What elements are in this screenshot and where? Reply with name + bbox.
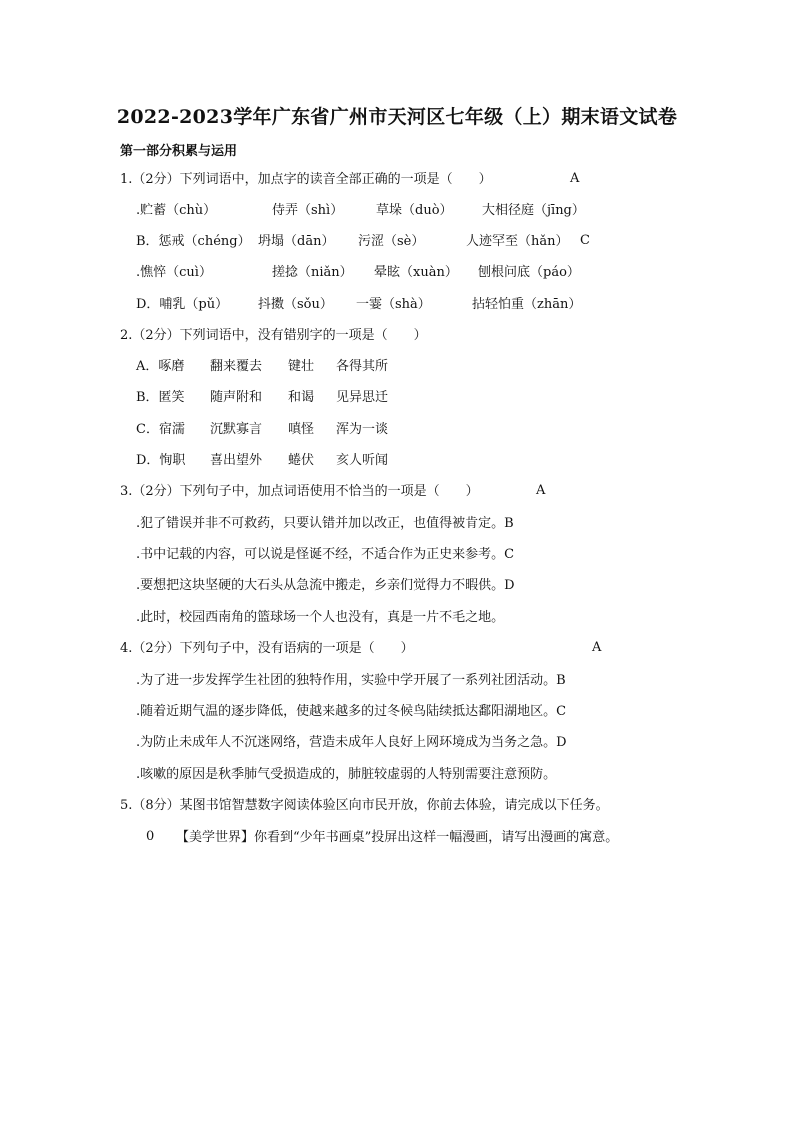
q1-option-d-word1: D．哺乳（pǔ） xyxy=(136,297,229,312)
q1-option-b-word3: 污涩（sè） xyxy=(358,234,425,249)
q3-stem: 3.（2分）下列句子中，加点词语使用不恰当的一项是（ ） xyxy=(120,484,479,499)
q3-sentence-2: .书中记载的内容，可以说是怪诞不经，不适合作为正史来参考。C xyxy=(136,547,515,562)
q2-option-a-word1: A．啄磨 xyxy=(136,359,185,374)
q2-option-b-word3: 和谒 xyxy=(288,390,315,405)
q1-option-b-tail: C xyxy=(580,233,590,248)
q4-sentence-2: .随着近期气温的逐步降低，使越来越多的过冬候鸟陆续抵达鄱阳湖地区。C xyxy=(136,704,567,719)
q2-option-d-word2: 喜出望外 xyxy=(210,453,263,468)
q2-option-d-word4: 亥人听闻 xyxy=(336,453,389,468)
q1-option-d-word2: 抖擞（sǒu） xyxy=(258,297,333,312)
q2-option-a-word3: 键壮 xyxy=(288,359,315,374)
q2-option-c-word2: 沉默寡言 xyxy=(210,422,263,437)
q1-option-d-word4: 拈轻怕重（zhān） xyxy=(472,297,582,312)
q4-sentence-3: .为防止未成年人不沉迷网络，营造未成年人良好上网环境成为当务之急。D xyxy=(136,735,567,750)
q1-option-c-word4: 刨根问底（páo） xyxy=(478,265,580,280)
q4-sentence-4: .咳嗽的原因是秋季肺气受损造成的，肺脏较虚弱的人特别需要注意预防。 xyxy=(136,767,557,782)
q2-option-b-word1: B．匿笑 xyxy=(136,390,185,405)
q2-option-c-word4: 浑为一谈 xyxy=(336,422,389,437)
q4-answer: A xyxy=(592,640,602,655)
q1-option-c-word2: 搓捻（niǎn） xyxy=(272,265,353,280)
q2-stem: 2.（2分）下列词语中，没有错别字的一项是（ ） xyxy=(120,328,427,343)
q5-subquestion-number: 0 xyxy=(146,829,155,844)
q3-sentence-1: .犯了错误并非不可救药，只要认错并加以改正，也值得被肯定。B xyxy=(136,516,514,531)
exam-title: 2022-2023学年广东省广州市天河区七年级（上）期末语文试卷 xyxy=(116,106,678,128)
q3-sentence-4: .此时，校园西南角的篮球场一个人也没有，真是一片不毛之地。 xyxy=(136,610,505,625)
q2-option-b-word4: 见异思迁 xyxy=(336,390,389,405)
q4-stem: 4.（2分）下列句子中，没有语病的一项是（ ） xyxy=(120,641,414,656)
q1-option-c-word3: 晕眩（xuàn） xyxy=(374,265,458,280)
q2-option-c-word3: 嗔怪 xyxy=(288,422,315,437)
q2-option-d-word1: D．恂职 xyxy=(136,453,186,468)
q3-sentence-3: .要想把这块坚硬的大石头从急流中搬走，乡亲们觉得力不暇供。D xyxy=(136,578,515,593)
q1-option-a-word2: 侍弄（shì） xyxy=(272,203,344,218)
q4-sentence-1: .为了进一步发挥学生社团的独特作用，实验中学开展了一系列社团活动。B xyxy=(136,673,566,688)
q1-option-d-word3: 一霎（shà） xyxy=(356,297,431,312)
q1-option-c-word1: .憔悴（cuì） xyxy=(136,265,212,280)
section-heading: 第一部分积累与运用 xyxy=(120,144,238,159)
q1-answer: A xyxy=(570,171,580,186)
q5-stem: 5.（8分）某图书馆智慧数字阅读体验区向市民开放，你前去体验，请完成以下任务。 xyxy=(120,798,609,813)
q1-option-a-word3: 草垛（duò） xyxy=(376,203,453,218)
q5-subquestion-text: 【美学世界】你看到“少年书画桌”投屏出这样一幅漫画，请写出漫画的寓意。 xyxy=(176,830,619,845)
q2-option-b-word2: 随声附和 xyxy=(210,390,263,405)
q1-option-b-word1: B．惩戒（chéng） xyxy=(136,234,251,249)
q2-option-a-word4: 各得其所 xyxy=(336,359,389,374)
q2-option-d-word3: 蜷伏 xyxy=(288,453,315,468)
q2-option-a-word2: 翻来覆去 xyxy=(210,359,263,374)
q1-option-b-word4: 人迹罕至（hǎn） xyxy=(466,234,569,249)
q1-option-b-word2: 坍塌（dān） xyxy=(258,234,335,249)
q2-option-c-word1: C．宿濡 xyxy=(136,422,185,437)
q1-option-a-word4: 大相径庭（jīng） xyxy=(482,203,585,218)
q1-stem: 1.（2分）下列词语中，加点字的读音全部正确的一项是（ ） xyxy=(120,172,492,187)
q3-answer: A xyxy=(536,483,546,498)
q1-option-a-word1: .贮蓄（chù） xyxy=(136,203,217,218)
